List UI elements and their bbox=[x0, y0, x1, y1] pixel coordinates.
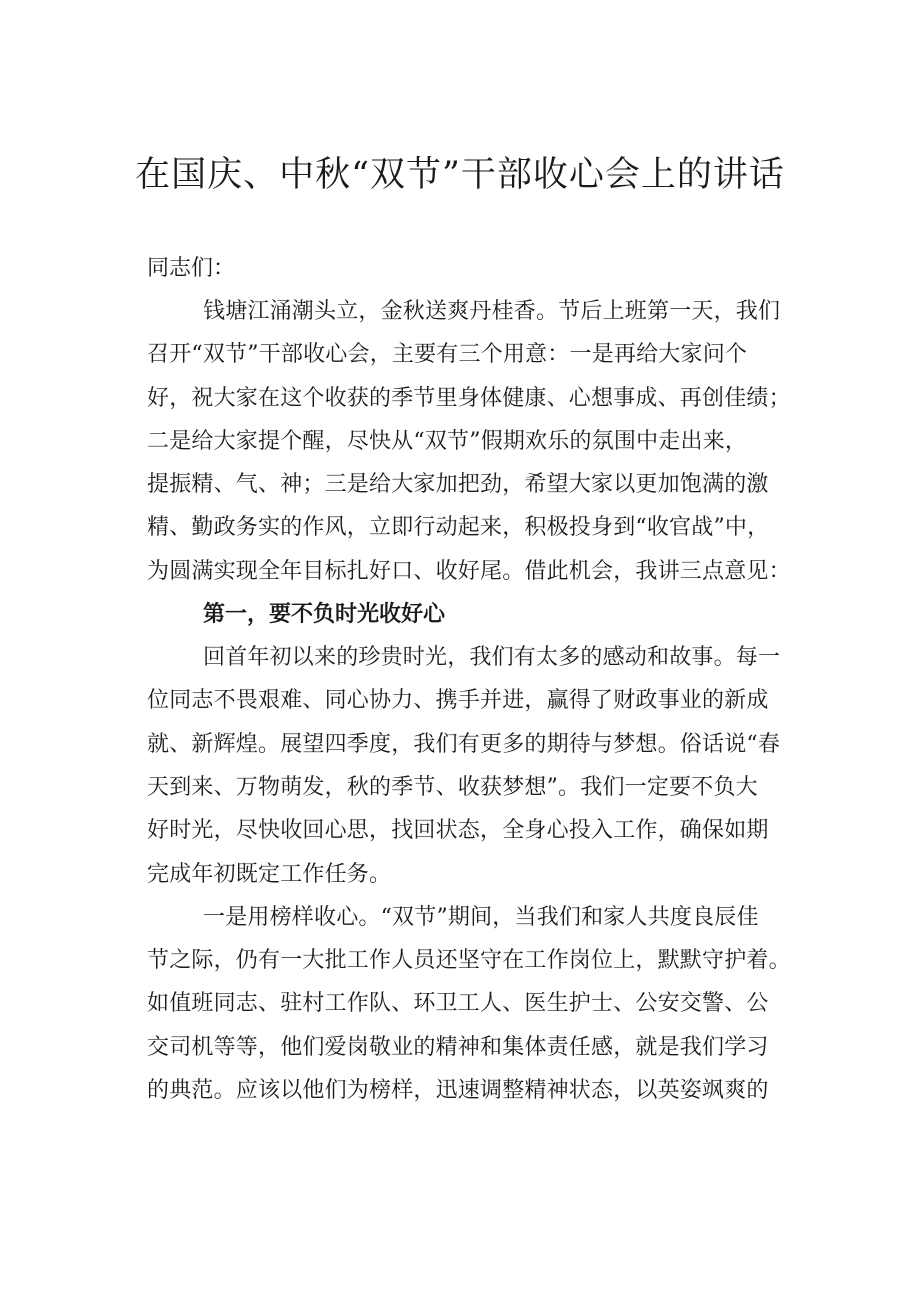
salutation: 同志们： bbox=[147, 256, 236, 281]
section1-paragraph bbox=[147, 636, 807, 896]
paragraph-line: 好，祝大家在这个收获的季节里身体健康、心想事成、再创佳绩； bbox=[147, 385, 791, 411]
document-title: 在国庆、中秋“双节”干部收心会上的讲话 bbox=[135, 155, 785, 195]
paragraph-line: 交司机等等，他们爱岗敬业的精神和集体责任感，就是我们学习 bbox=[147, 1034, 769, 1060]
paragraph-line: 召开“双节”干部收心会，主要有三个用意：一是再给大家问个 bbox=[147, 342, 748, 368]
paragraph-line: 钱塘江涌潮头立，金秋送爽丹桂香。节后上班第一天，我们 bbox=[203, 299, 781, 324]
paragraph-line: 精、勤政务实的作风，立即行动起来，积极投身到“收官战”中， bbox=[147, 515, 770, 541]
paragraph-line: 就、新辉煌。展望四季度，我们有更多的期待与梦想。俗话说“春 bbox=[147, 731, 781, 757]
section-heading: 第一，要不负时光收好心 bbox=[203, 602, 446, 628]
paragraph-line: 完成年初既定工作任务。 bbox=[147, 861, 392, 887]
paragraph-line: 为圆满实现全年目标扎好口、收好尾。借此机会，我讲三点意见： bbox=[147, 558, 791, 584]
paragraph-line: 二是给大家提个醒，尽快从“双节”假期欢乐的氛围中走出来， bbox=[147, 428, 748, 454]
paragraph-line: 如值班同志、驻村工作队、环卫工人、医生护士、公安交警、公 bbox=[147, 991, 769, 1017]
paragraph-line: 提振精、气、神；三是给大家加把劲，希望大家以更加饱满的激 bbox=[147, 472, 769, 498]
paragraph-line: 节之际，仍有一大批工作人员还坚守在工作岗位上，默默守护着。 bbox=[147, 948, 791, 974]
intro-paragraph bbox=[147, 290, 807, 593]
paragraph-line: 回首年初以来的珍贵时光，我们有太多的感动和故事。每一 bbox=[203, 645, 781, 671]
paragraph-line: 的典范。应该以他们为榜样，迅速调整精神状态，以英姿飒爽的 bbox=[147, 1078, 769, 1104]
paragraph-line: 好时光，尽快收回心思，找回状态，全身心投入工作，确保如期 bbox=[147, 818, 769, 844]
paragraph-line: 位同志不畏艰难、同心协力、携手并进，赢得了财政事业的新成 bbox=[147, 688, 769, 714]
paragraph-line: 一是用榜样收心。“双节”期间，当我们和家人共度良辰佳 bbox=[203, 904, 759, 930]
paragraph-line: 天到来、万物萌发，秋的季节、收获梦想”。我们一定要不负大 bbox=[147, 774, 758, 800]
point1-paragraph bbox=[147, 896, 807, 1112]
document-body bbox=[147, 247, 807, 1112]
